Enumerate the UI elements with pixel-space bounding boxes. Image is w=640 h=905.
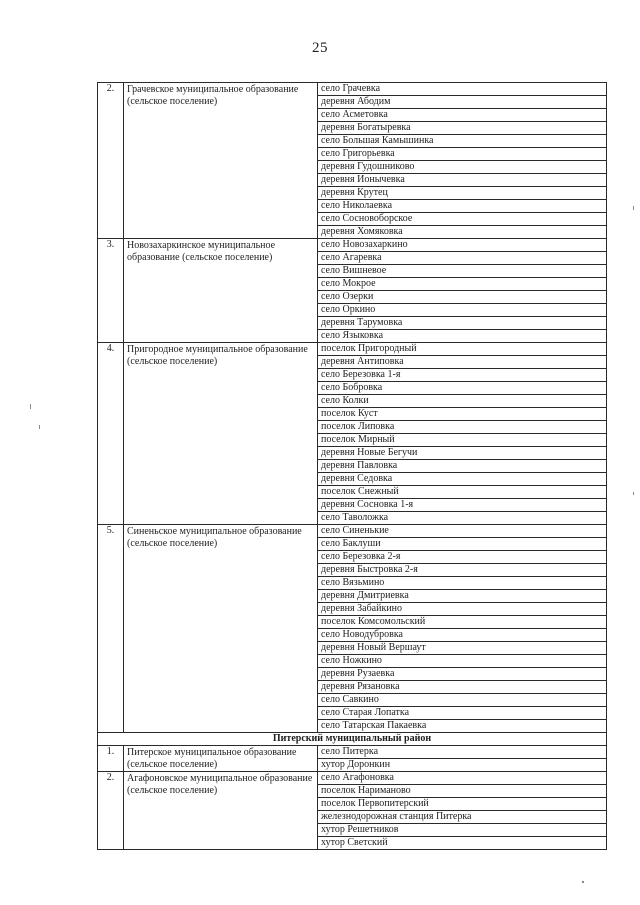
- settlement-name: село Питерка: [318, 746, 607, 759]
- settlement-name: село Старая Лопатка: [318, 707, 607, 720]
- settlement-name: село Новодубровка: [318, 629, 607, 642]
- municipality-name: Агафоновское муниципальное образование (сельское поселение): [124, 772, 318, 850]
- table-row: [98, 239, 607, 252]
- settlement-name: поселок Пригородный: [318, 343, 607, 356]
- settlement-name: хутор Светский: [318, 837, 607, 850]
- settlement-name: село Григорьевка: [318, 148, 607, 161]
- settlement-registry-table: [97, 82, 607, 850]
- scan-mark: [30, 404, 31, 409]
- table-body: [98, 83, 607, 850]
- district-heading: Питерский муниципальный район: [98, 733, 607, 746]
- settlement-name: деревня Павловка: [318, 460, 607, 473]
- table-row: [98, 83, 607, 96]
- table-row: [98, 343, 607, 356]
- settlement-name: село Грачевка: [318, 83, 607, 96]
- row-number: 3.: [98, 239, 124, 343]
- table-row: [98, 746, 607, 759]
- settlement-name: деревня Новые Бегучи: [318, 447, 607, 460]
- settlement-name: поселок Липовка: [318, 421, 607, 434]
- table-row: [98, 525, 607, 538]
- settlement-name: село Березовка 1-я: [318, 369, 607, 382]
- settlement-name: село Ножкино: [318, 655, 607, 668]
- settlement-name: село Таволожка: [318, 512, 607, 525]
- settlement-name: деревня Антиповка: [318, 356, 607, 369]
- settlement-name: село Языковка: [318, 330, 607, 343]
- settlement-name: поселок Первопитерский: [318, 798, 607, 811]
- scan-mark: [633, 492, 634, 495]
- settlement-name: село Озерки: [318, 291, 607, 304]
- settlement-name: село Вишневое: [318, 265, 607, 278]
- settlement-name: село Татарская Пакаевка: [318, 720, 607, 733]
- municipality-name: Питерское муниципальное образование (сельское поселение): [124, 746, 318, 772]
- settlement-name: деревня Седовка: [318, 473, 607, 486]
- settlement-name: село Сосновоборское: [318, 213, 607, 226]
- row-number: 1.: [98, 746, 124, 772]
- settlement-name: хутор Решетников: [318, 824, 607, 837]
- settlement-name: деревня Сосновка 1-я: [318, 499, 607, 512]
- row-number: 2.: [98, 772, 124, 850]
- scan-mark: [582, 881, 584, 883]
- row-number: 2.: [98, 83, 124, 239]
- settlement-name: село Вязьмино: [318, 577, 607, 590]
- settlement-name: село Синенькие: [318, 525, 607, 538]
- settlement-name: деревня Ионычевка: [318, 174, 607, 187]
- district-heading-row: [98, 733, 607, 746]
- settlement-name: село Агафоновка: [318, 772, 607, 785]
- settlement-name: село Новозахаркино: [318, 239, 607, 252]
- settlement-name: деревня Хомяковка: [318, 226, 607, 239]
- settlement-name: деревня Рязановка: [318, 681, 607, 694]
- page-number: 25: [312, 40, 328, 56]
- settlement-name: село Николаевка: [318, 200, 607, 213]
- settlement-name: деревня Крутец: [318, 187, 607, 200]
- settlement-name: железнодорожная станция Питерка: [318, 811, 607, 824]
- settlement-name: село Большая Камышинка: [318, 135, 607, 148]
- settlement-name: село Колки: [318, 395, 607, 408]
- settlement-name: поселок Куст: [318, 408, 607, 421]
- settlement-name: хутор Доронкин: [318, 759, 607, 772]
- settlement-name: село Оркино: [318, 304, 607, 317]
- settlement-name: деревня Рузаевка: [318, 668, 607, 681]
- settlement-name: поселок Комсомольский: [318, 616, 607, 629]
- settlement-name: поселок Нариманово: [318, 785, 607, 798]
- scan-mark: [39, 425, 40, 429]
- settlement-name: деревня Тарумовка: [318, 317, 607, 330]
- table-row: [98, 772, 607, 785]
- settlement-name: деревня Быстровка 2-я: [318, 564, 607, 577]
- municipality-name: Пригородное муниципальное образование (сельское поселение): [124, 343, 318, 525]
- settlement-name: село Асметовка: [318, 109, 607, 122]
- settlement-name: деревня Гудошниково: [318, 161, 607, 174]
- settlement-name: поселок Мирный: [318, 434, 607, 447]
- settlement-name: село Березовка 2-я: [318, 551, 607, 564]
- municipality-name: Грачевское муниципальное образование (сельское поселение): [124, 83, 318, 239]
- row-number: 5.: [98, 525, 124, 733]
- municipality-name: Новозахаркинское муниципальное образование (сельское поселение): [124, 239, 318, 343]
- settlement-name: деревня Дмитриевка: [318, 590, 607, 603]
- settlement-name: село Бобровка: [318, 382, 607, 395]
- settlement-name: деревня Абодим: [318, 96, 607, 109]
- row-number: 4.: [98, 343, 124, 525]
- settlement-name: деревня Забайкино: [318, 603, 607, 616]
- settlement-name: деревня Новый Вершаут: [318, 642, 607, 655]
- scan-mark: [633, 206, 634, 210]
- settlement-name: поселок Снежный: [318, 486, 607, 499]
- municipality-name: Синеньское муниципальное образование (сельское поселение): [124, 525, 318, 733]
- settlement-name: село Савкино: [318, 694, 607, 707]
- settlement-name: село Баклуши: [318, 538, 607, 551]
- settlement-name: село Мокрое: [318, 278, 607, 291]
- settlement-name: деревня Богатыревка: [318, 122, 607, 135]
- settlement-name: село Агаревка: [318, 252, 607, 265]
